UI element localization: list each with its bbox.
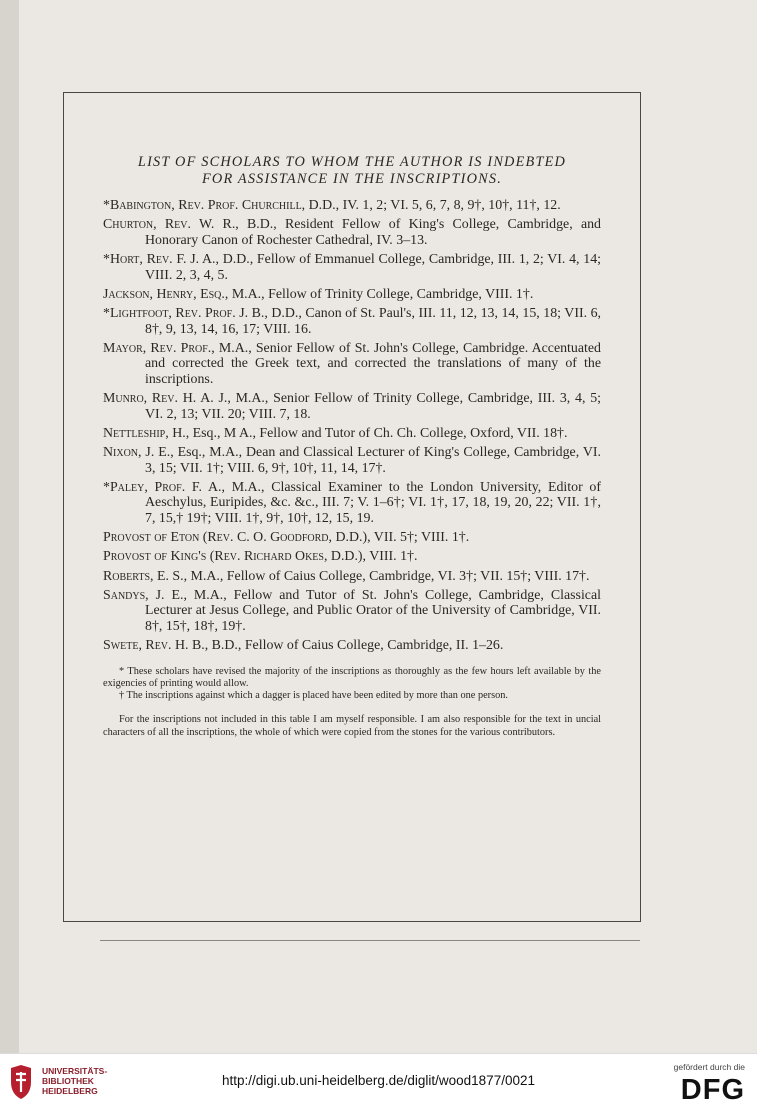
scholar-name: Jackson, Henry, Esq., (103, 286, 229, 302)
library-name-line-3: HEIDELBERG (42, 1086, 98, 1096)
scholar-name: Munro, Rev. (103, 391, 178, 407)
scholar-entry (103, 569, 601, 585)
scholar-name: *Hort, Rev. (103, 251, 173, 267)
scan-left-edge (0, 0, 20, 1053)
scholar-name: *Paley, Prof. (103, 479, 186, 495)
scholar-name: Sandys, (103, 587, 149, 603)
scholar-name: Provost of Eton (Rev. C. O. Goodford, (103, 530, 332, 546)
scholar-entry (103, 426, 601, 442)
frame-bottom-rule (100, 940, 640, 941)
viewer-footer (0, 1053, 757, 1113)
scholar-entry (103, 445, 601, 476)
dfg-logo-icon[interactable]: DFG (680, 1074, 745, 1106)
scholar-details: F. J. A., D.D., Fellow of Emmanuel College, Cambridge, III. 1, 2; VI. 4, 14; VIII. 2, 3, 4, 5. (145, 251, 602, 283)
funded-by-label: gefördert durch die (673, 1062, 745, 1072)
closing-note: For the inscriptions not included in this table I am myself responsible. I am also responsible for the text in uncial characters of all the inscriptions, the whole of which were copied from the stones for the various contributors. (103, 714, 601, 738)
scholar-entry (103, 198, 601, 214)
footnote-asterisk: * These scholars have revised the majority of the inscriptions as thoroughly as the few hours left available by the exigencies of printing would allow. (103, 665, 601, 689)
scholar-entry (103, 638, 601, 654)
scholar-entry (103, 549, 601, 565)
scholar-name: Provost of King's (Rev. Richard Okes, (103, 549, 328, 565)
title-line-2: FOR ASSISTANCE IN THE INSCRIPTIONS. (201, 171, 502, 187)
permalink-url[interactable]: http://digi.ub.uni-heidelberg.de/diglit/wood1877/0021 (222, 1073, 535, 1088)
scholar-entry (103, 480, 601, 527)
scholar-entry (103, 306, 601, 337)
scholar-details: H., Esq., M A., Fellow and Tutor of Ch. Ch. College, Oxford, VII. 18†. (168, 425, 568, 441)
scholar-details: H. A. J., M.A., Senior Fellow of Trinity College, Cambridge, III. 3, 4, 5; VI. 2, 13; VII. 20; VIII. 7, 18. (145, 391, 601, 422)
scholar-name: Churton, Rev. (103, 217, 191, 233)
scholar-details: D.D.), VII. 5†; VIII. 1†. (331, 530, 470, 546)
scholar-name: Mayor, Rev. Prof., (103, 340, 215, 356)
page-title (103, 154, 601, 188)
scholar-details: D.D., IV. 1, 2; VI. 5, 6, 7, 8, 9†, 10†, 11†, 12. (305, 198, 561, 213)
scholar-details: H. B., B.D., Fellow of Caius College, Cambridge, II. 1–26. (171, 638, 504, 654)
library-name-line-1: UNIVERSITÄTS- (42, 1066, 108, 1076)
title-line-1: LIST OF SCHOLARS TO WHOM THE AUTHOR IS INDEBTED (137, 154, 567, 170)
scholar-list (103, 198, 601, 654)
scholar-details: W. R., B.D., Resident Fellow of King's College, Cambridge, and Honorary Canon of Rochester Cathedral, IV. 3–13. (145, 217, 602, 248)
scholar-entry (103, 530, 601, 546)
scholar-name: Nixon, (103, 445, 142, 461)
scholar-entry (103, 217, 601, 248)
scholar-details: M.A., Senior Fellow of St. John's College, Cambridge. Accentuated and corrected the Greek text, and corrected the translations of many of the inscriptions. (145, 340, 601, 387)
footnote-dagger: † The inscriptions against which a dagger is placed have been edited by more than one person. (119, 690, 508, 702)
scholar-name: Swete, Rev. (103, 638, 172, 654)
scholar-details: E. S., M.A., Fellow of Caius College, Cambridge, VI. 3†; VII. 15†; VIII. 17†. (153, 568, 590, 584)
scholar-details: J. E., Esq., M.A., Dean and Classical Lecturer of King's College, Cambridge, VI. 3, 15; VII. 1†; VIII. 6, 9†, 10†, 11, 14, 17†. (141, 445, 601, 476)
scholar-details: M.A., Fellow of Trinity College, Cambridge, VIII. 1†. (228, 286, 534, 302)
scholar-entry (103, 391, 601, 422)
footnotes (103, 666, 601, 739)
scholar-entry (103, 588, 601, 635)
scholar-entry (103, 252, 601, 283)
scholar-details: D.D.), VIII. 1†. (327, 549, 418, 565)
scholar-details: J. E., M.A., Fellow and Tutor of St. John's College, Cambridge, Classical Lecturer at Jesus College, and Public Orator of the University of Cambridge, VII. 8†, 15†, 18†, 19†. (145, 587, 601, 634)
scholar-name: *Lightfoot, Rev. Prof. (103, 305, 236, 321)
scholar-name: *Babington, Rev. Prof. Churchill, (103, 198, 306, 213)
scholar-entry (103, 341, 601, 388)
scholar-name: Nettleship, (103, 425, 169, 441)
library-name-line-2: BIBLIOTHEK (42, 1076, 94, 1086)
page-content (103, 154, 601, 739)
scholar-details: F. A., M.A., Classical Examiner to the London University, Editor of Aeschylus, Euripides, &c. &c., III. 7; V. 1–6†; VI. 1†, 17, 18, 19, 20, 22; VII. 1†, 7, 15,† 19†; VIII. 1†, 9†, 10†, 12, 15, 19. (145, 479, 601, 527)
scholar-details: J. B., D.D., Canon of St. Paul's, III. 11, 12, 13, 14, 15, 18; VII. 6, 8†, 9, 13, 14, 16, 17; VIII. 16. (145, 305, 602, 337)
scholar-name: Roberts, (103, 568, 154, 584)
scholar-entry (103, 287, 601, 303)
